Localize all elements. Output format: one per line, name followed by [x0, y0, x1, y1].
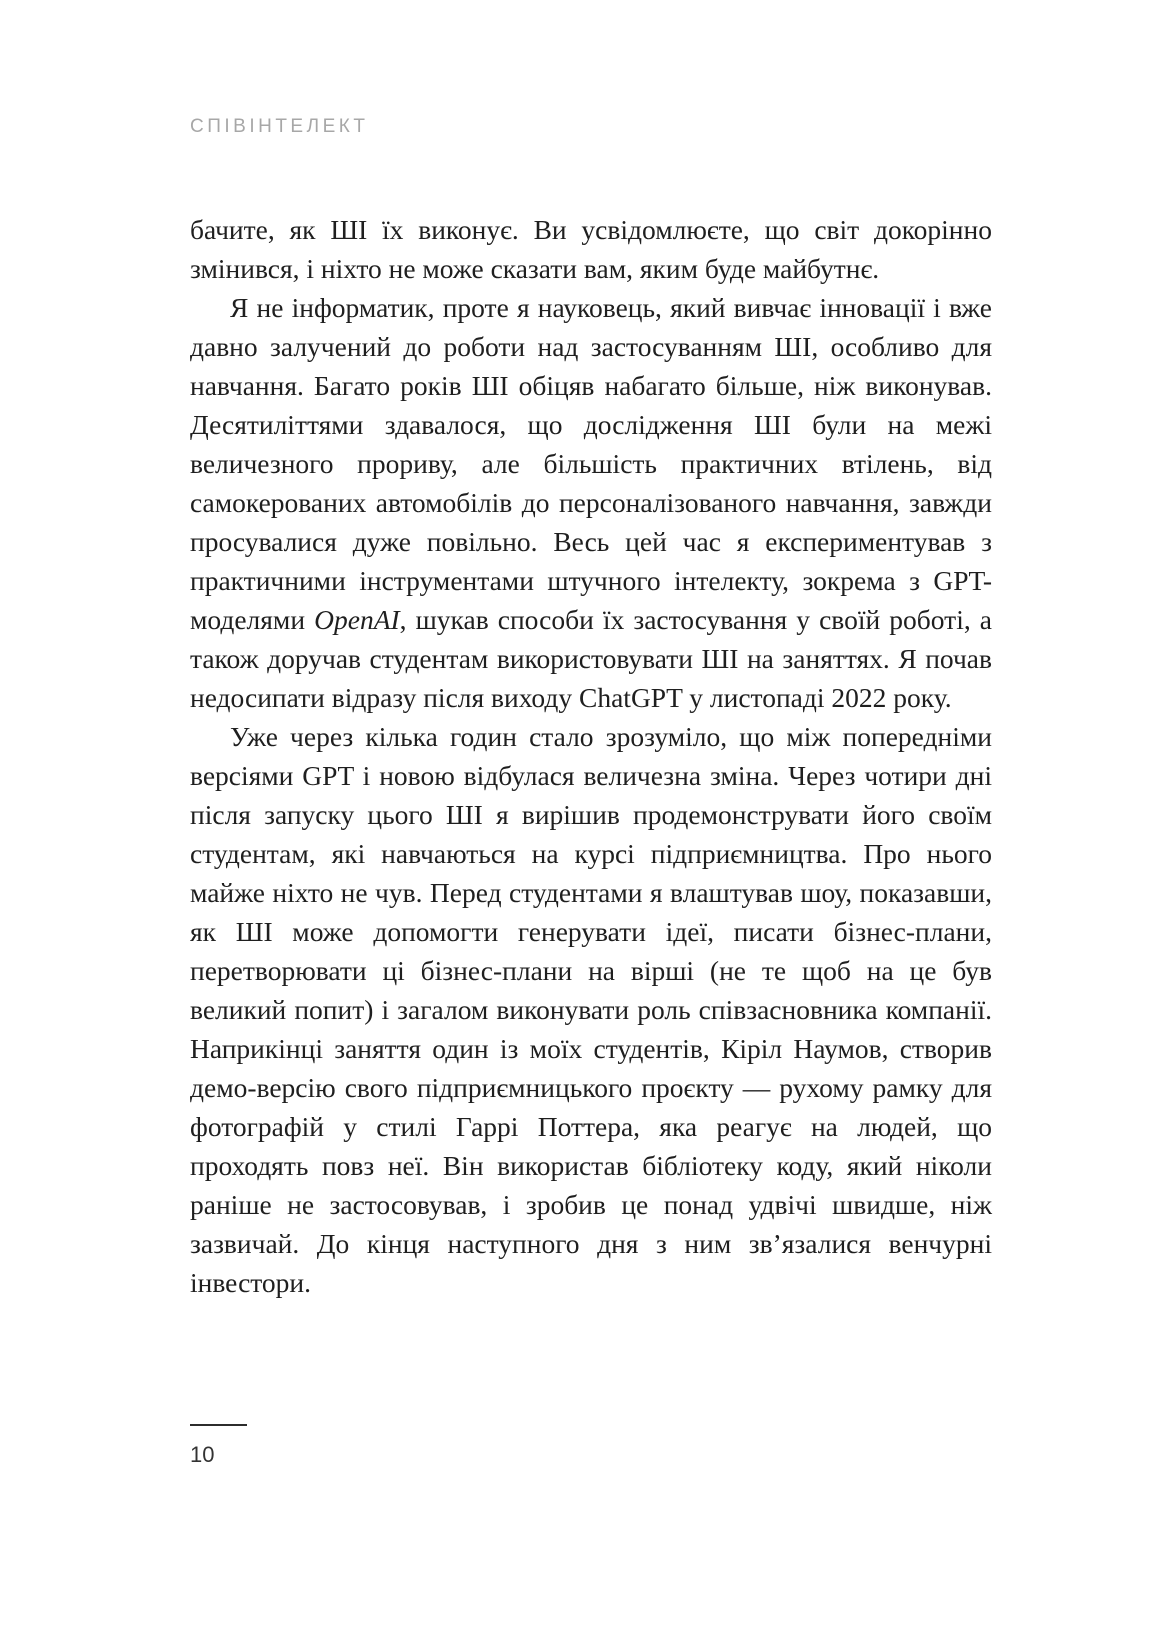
footer-rule-divider: [190, 1424, 247, 1426]
paragraph-text: Я не інформатик, проте я науковець, який вивчає інновації і вже давно залучений до роботи над застосуванням ШІ, особливо для навчання. Багато років ШІ обіцяв набагато більше, ніж виконував. Десятиліттями здавалося, що дослідження ШІ були на межі величезного прориву, але більшість практичних втілень, від самокерованих автомобілів до персоналізованого навчання, завжди просувалися дуже повільно. Весь цей час я експериментував з практичними інструментами штучного інтелекту, зокрема з GPT-моделями: [190, 292, 992, 635]
running-header: СПІВІНТЕЛЕКТ: [190, 116, 369, 137]
body-text-block: [190, 210, 992, 1302]
paragraph-text: , шукав способи їх застосування у своїй роботі, а також доручав студентам використовувати ШІ на заняттях. Я почав недосипати відразу після виходу ChatGPT у листопаді 2022 року.: [190, 604, 992, 713]
body-paragraph: [190, 288, 992, 717]
body-paragraph-continuation: бачите, як ШІ їх виконує. Ви усвідомлюєте, що світ докорінно змінився, і ніхто не може сказати вам, яким буде майбутнє.: [190, 214, 992, 284]
page-number: 10: [190, 1442, 215, 1467]
openai-emphasis: OpenAI: [314, 604, 400, 635]
body-paragraph: Уже через кілька годин стало зрозуміло, що між попередніми версіями GPT і новою відбулася величезна зміна. Через чотири дні після запуску цього ШІ я вирішив продемонструвати його своїм студентам, які навчаються на курсі підприємництва. Про нього майже ніхто не чув. Перед студентами я влаштував шоу, показавши, як ШІ може допомогти генерувати ідеї, писати бізнес-плани, перетворювати ці бізнес-плани на вірші (не те щоб на це був великий попит) і загалом виконувати роль співзасновника компанії. Наприкінці заняття один із моїх студентів, Кіріл Наумов, створив демо-версію свого підприємницького проєкту — рухому рамку для фотографій у стилі Гаррі Поттера, яка реагує на людей, що проходять повз неї. Він використав бібліотеку коду, який ніколи раніше не застосовував, і зробив це понад удвічі швидше, ніж зазвичай. До кінця наступного дня з ним зв’язалися венчурні інвестори.: [190, 721, 992, 1298]
